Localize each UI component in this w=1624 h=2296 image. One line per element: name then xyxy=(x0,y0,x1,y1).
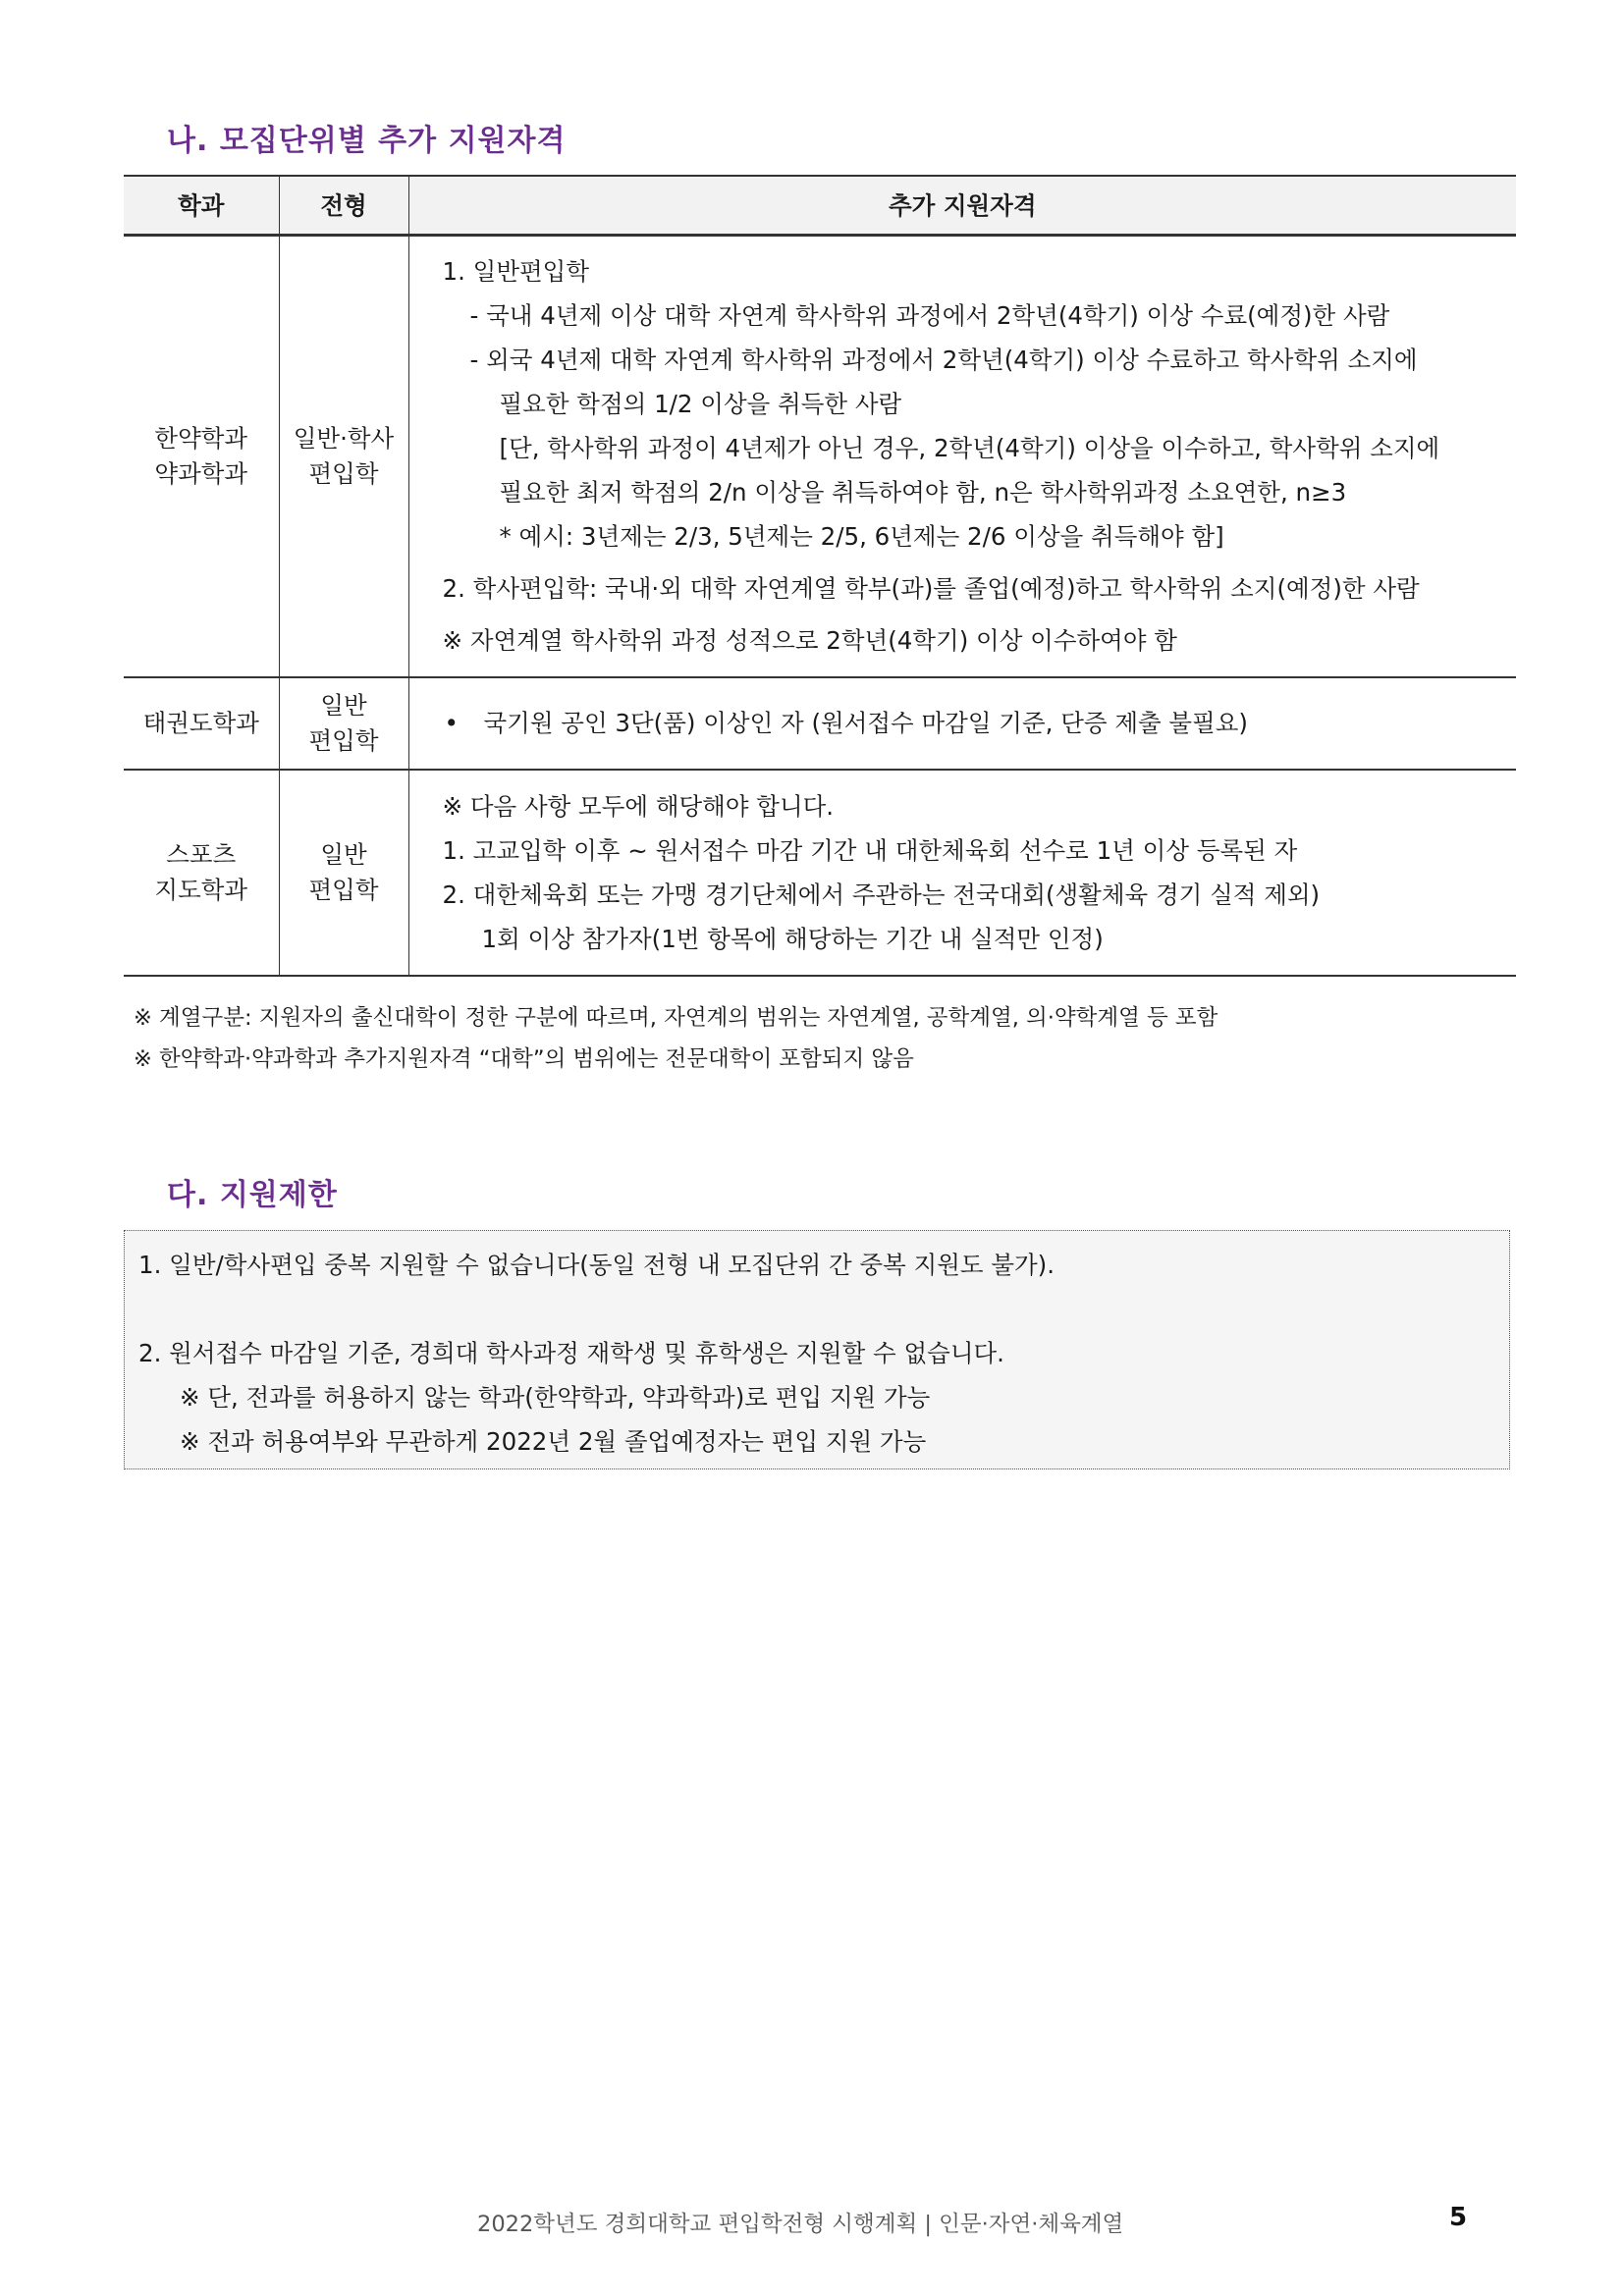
qualification-line: 1. 고교입학 이후 ~ 원서접수 마감 기간 내 대한체육회 선수로 1년 이상 등록된 자 xyxy=(442,835,1298,865)
note-line: ※ 계열구분: 지원자의 출신대학이 정한 구분에 따르며, 자연계의 범위는 자연계열, 공학계열, 의·약학계열 등 포함 xyxy=(134,1005,1218,1031)
restriction-item: 2. 원서접수 마감일 기준, 경희대 학사과정 재학생 및 휴학생은 지원할 수 없습니다. xyxy=(138,1339,1004,1367)
admission-type-line: 일반 xyxy=(320,690,367,720)
admission-type-line: 편입학 xyxy=(308,875,379,904)
qualification-line: [단, 학사학위 과정이 4년제가 아닌 경우, 2학년(4학기) 이상을 이수하고, 학사학위 소지에 xyxy=(499,434,1440,463)
note-line: ※ 한약학과·약과학과 추가지원자격 “대학”의 범위에는 전문대학이 포함되지 않음 xyxy=(134,1046,914,1072)
department-line: 태권도학과 xyxy=(142,709,259,737)
qualification-line: ※ 자연계열 학사학위 과정 성적으로 2학년(4학기) 이상 이수하여야 함 xyxy=(442,626,1177,656)
restriction-spacer xyxy=(138,1287,1509,1331)
bullet-icon: • xyxy=(444,709,459,737)
admission-type-line: 일반·학사 xyxy=(293,423,395,453)
admission-type-line: 편입학 xyxy=(308,458,379,488)
admission-type-cell xyxy=(279,677,408,770)
header-additional-qualification: 추가 지원자격 xyxy=(408,176,1516,236)
table-row-taekwondo xyxy=(124,677,1516,770)
department-cell xyxy=(124,677,279,770)
qualification-line: 필요한 학점의 1/2 이상을 취득한 사람 xyxy=(499,390,902,419)
department-line: 지도학과 xyxy=(154,875,248,904)
qualification-line: 2. 학사편입학: 국내·외 대학 자연계열 학부(과)를 졸업(예정)하고 학사학위 소지(예정)한 사람 xyxy=(442,574,1420,604)
table-header-row xyxy=(124,176,1516,236)
qualification-line: 2. 대한체육회 또는 가맹 경기단체에서 주관하는 전국대회(생활체육 경기 실적 제외) xyxy=(442,880,1321,909)
admission-type-line: 일반 xyxy=(320,839,367,869)
qualification-cell xyxy=(408,770,1516,976)
qualification-bullet-line xyxy=(443,701,1501,745)
qualification-line: * 예시: 3년제는 2/3, 5년제는 2/5, 6년제는 2/6 이상을 취득해야 함] xyxy=(499,522,1224,552)
table-row-sports-coaching xyxy=(124,770,1516,976)
footer-text: 2022학년도 경희대학교 편입학전형 시행계획 | 인문·자연·체육계열 xyxy=(477,2212,1124,2237)
restriction-subnote: ※ 단, 전과를 허용하지 않는 학과(한약학과, 약과학과)로 편입 지원 가능 xyxy=(180,1383,931,1412)
qualification-line: 1. 일반편입학 xyxy=(442,257,589,287)
header-department: 학과 xyxy=(124,176,279,236)
department-cell xyxy=(124,236,279,677)
table-row-herbal-pharmacy xyxy=(124,236,1516,677)
restriction-subnote: ※ 전과 허용여부와 무관하게 2022년 2월 졸업예정자는 편입 지원 가능 xyxy=(180,1427,927,1456)
qualification-line: 국기원 공인 3단(품) 이상인 자 (원서접수 마감일 기준, 단증 제출 불필요) xyxy=(483,709,1248,737)
section-title-application-restrictions: 다. 지원제한 xyxy=(167,1178,338,1212)
qualification-line: 필요한 최저 학점의 2/n 이상을 취득하여야 함, n은 학사학위과정 소요연한, n≥3 xyxy=(499,478,1347,507)
qualification-line: ※ 다음 사항 모두에 해당해야 합니다. xyxy=(442,791,835,821)
qualification-cell xyxy=(408,236,1516,677)
qualifications-table xyxy=(124,175,1516,977)
page-number: 5 xyxy=(1449,2203,1468,2232)
admission-type-cell xyxy=(279,770,408,976)
department-line: 약과학과 xyxy=(154,458,248,488)
department-line: 한약학과 xyxy=(154,423,248,453)
qualification-cell xyxy=(408,677,1516,770)
restriction-item: 1. 일반/학사편입 중복 지원할 수 없습니다(동일 전형 내 모집단위 간 중복 지원도 불가). xyxy=(138,1251,1055,1279)
table-notes xyxy=(134,997,1218,1080)
qualification-line: 1회 이상 참가자(1번 항목에 해당하는 기간 내 실적만 인정) xyxy=(481,924,1104,953)
header-admission-type: 전형 xyxy=(279,176,408,236)
department-line: 스포츠 xyxy=(166,839,237,869)
admission-type-cell xyxy=(279,236,408,677)
section-title-additional-qualifications: 나. 모집단위별 추가 지원자격 xyxy=(167,124,567,158)
qualification-line: - 국내 4년제 이상 대학 자연계 학사학위 과정에서 2학년(4학기) 이상 수료(예정)한 사람 xyxy=(469,301,1390,331)
admission-type-line: 편입학 xyxy=(308,725,379,755)
qualification-line: - 외국 4년제 대학 자연계 학사학위 과정에서 2학년(4학기) 이상 수료하고 학사학위 소지에 xyxy=(469,346,1418,375)
restrictions-box xyxy=(124,1230,1510,1469)
department-cell xyxy=(124,770,279,976)
